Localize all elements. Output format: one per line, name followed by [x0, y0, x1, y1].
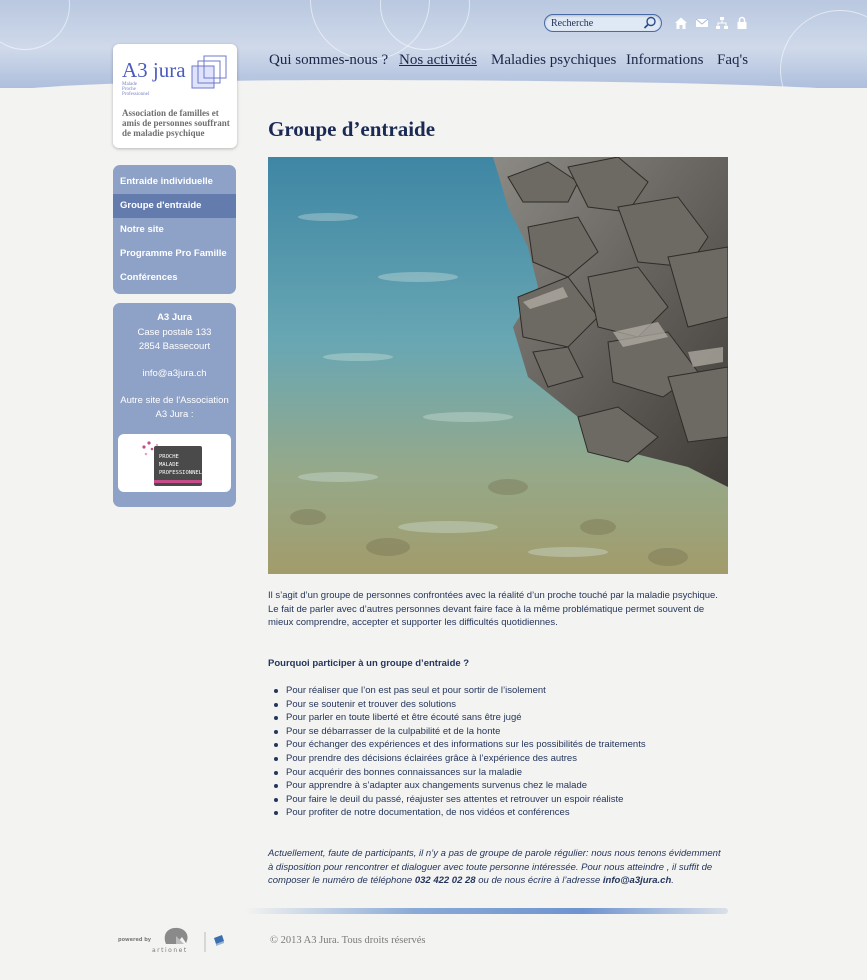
- mail-icon[interactable]: [695, 16, 709, 30]
- partner-logo-line: PROCHE: [159, 454, 179, 460]
- list-item: Pour parler en toute liberté et être écouté sans être jugé: [268, 711, 728, 725]
- logo-subtitle-line: Professionnel: [122, 92, 150, 97]
- intro-line-2: Le fait de parler avec d’autres personnes devant faire face à la même problématique permet souvent de mieux comprendre, accepter et supporter les difficultés quotidiennes.: [268, 603, 705, 629]
- home-icon[interactable]: [674, 16, 688, 30]
- list-item: Pour apprendre à s’adapter aux changements survenus chez le malade: [268, 779, 728, 793]
- contact-email-link[interactable]: info@a3jura.ch: [142, 368, 207, 379]
- partner-logo-icon: [140, 438, 210, 490]
- nav-item-faqs[interactable]: Faq's: [717, 52, 749, 68]
- powered-by-artionet-logo[interactable]: [118, 924, 228, 954]
- nav-item-nos-activites[interactable]: Nos activités: [399, 52, 477, 68]
- contact-address-2: 2854 Bassecourt: [138, 341, 211, 352]
- intro-line-1: Il s’agit d’un groupe de personnes confrontées avec la réalité d’un proche touché par la maladie psychique.: [268, 590, 718, 601]
- list-item: Pour échanger des expériences et des informations sur les possibilités de traitements: [268, 738, 728, 752]
- list-item: Pour faire le deuil du passé, réajuster ses attentes et retrouver un espoir réaliste: [268, 793, 728, 807]
- closing-text-1: Actuellement, faute de participants, il n’y a pas de groupe de parole régulier: nous nous tenons évidemment à disposition pour rencontrer et dialoguer avec toute personne intéressée. Pour nous atteindre , il suffit de composer le numéro de téléphone: [268, 848, 721, 887]
- page-title: Groupe d’entraide: [268, 117, 436, 141]
- logo-description: Association de familles et amis de personnes souffrant de maladie psychique: [122, 108, 230, 138]
- logo-subtitle-line: Malade: [122, 82, 137, 87]
- lock-icon[interactable]: [735, 16, 749, 30]
- benefits-list: [268, 684, 728, 820]
- sitemap-icon[interactable]: [715, 16, 729, 30]
- logo-subtitle-line: Proche: [122, 87, 136, 92]
- list-item: Pour se soutenir et trouver des solutions: [268, 698, 728, 712]
- section-question: Pourquoi participer à un groupe d’entraide ?: [268, 658, 470, 669]
- partner-logo-line: MALADE: [159, 462, 179, 468]
- search-box: [544, 14, 662, 32]
- decor-circle: [780, 10, 867, 88]
- list-item: Pour acquérir des bonnes connaissances sur la maladie: [268, 766, 728, 780]
- other-site-label-2: A3 Jura :: [155, 409, 194, 420]
- sidebar-menu: [113, 165, 236, 294]
- closing-text-end: .: [671, 875, 674, 887]
- site-logo[interactable]: [113, 44, 237, 148]
- footer-divider: [245, 908, 728, 914]
- nav-item-maladies-psychiques[interactable]: Maladies psychiques: [491, 52, 617, 68]
- closing-paragraph: [268, 847, 728, 888]
- sidebar-item-entraide-individuelle[interactable]: Entraide individuelle: [120, 176, 213, 187]
- search-icon[interactable]: [643, 16, 657, 30]
- list-item: Pour se débarrasser de la culpabilité et de la honte: [268, 725, 728, 739]
- contact-address-1: Case postale 133: [137, 327, 212, 338]
- decor-circle: [0, 0, 70, 50]
- closing-text-2: ou de nous écrire à l’adresse: [475, 875, 603, 887]
- hero-image-lake-rocks: [268, 157, 728, 574]
- sidebar-item-programme-pro-famille[interactable]: Programme Pro Famille: [120, 248, 227, 259]
- closing-email-link[interactable]: info@a3jura.ch: [602, 875, 672, 887]
- sidebar-item-groupe-entraide[interactable]: Groupe d'entraide: [113, 194, 236, 218]
- phone-number: 032 422 02 28: [414, 875, 476, 887]
- contact-name: A3 Jura: [157, 312, 192, 323]
- search-input[interactable]: [551, 16, 643, 30]
- list-item: Pour réaliser que l’on est pas seul et pour sortir de l’isolement: [268, 684, 728, 698]
- copyright-text: © 2013 A3 Jura. Tous droits réservés: [270, 935, 426, 946]
- nav-item-qui-sommes-nous[interactable]: Qui sommes-nous ?: [269, 52, 389, 68]
- intro-paragraph: [268, 589, 728, 630]
- list-item: Pour prendre des décisions éclairées grâce à l’expérience des autres: [268, 752, 728, 766]
- other-site-label-1: Autre site de l'Association: [120, 395, 229, 406]
- powered-by-label: powered by: [118, 937, 152, 943]
- logo-squares-icon: [191, 54, 231, 94]
- logo-subtitle: [122, 82, 182, 97]
- sidebar-item-notre-site[interactable]: Notre site: [120, 224, 164, 235]
- list-item: Pour profiter de notre documentation, de nos vidéos et conférences: [268, 806, 728, 820]
- partner-site-link[interactable]: [118, 434, 231, 492]
- artionet-label: artionet: [152, 947, 188, 954]
- nav-item-informations[interactable]: Informations: [626, 52, 704, 68]
- sidebar-item-conferences[interactable]: Conférences: [120, 272, 178, 283]
- partner-logo-line: PROFESSIONNEL: [159, 470, 203, 476]
- sidebar-contact-box: [113, 303, 236, 507]
- logo-title: A3 jura: [122, 58, 186, 82]
